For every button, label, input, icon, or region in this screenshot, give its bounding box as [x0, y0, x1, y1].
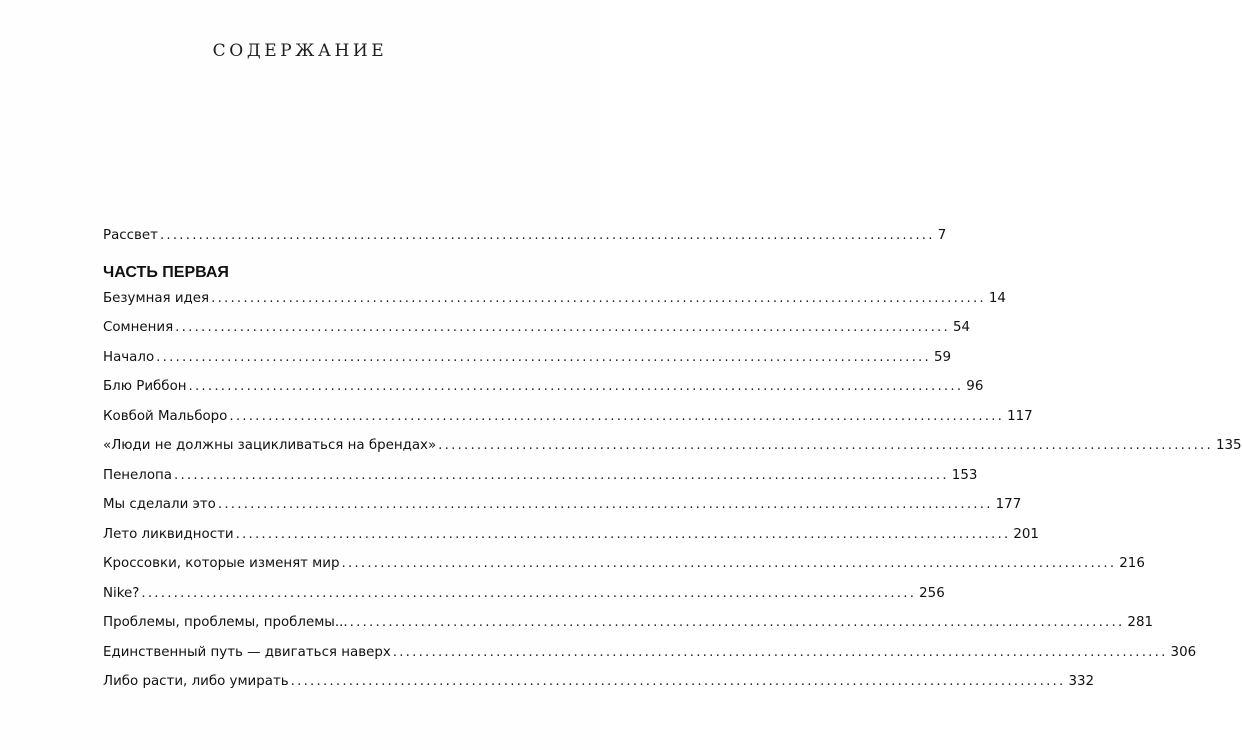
- toc-entry-label: «Люди не должны зацикливаться на брендах»: [103, 438, 437, 453]
- toc-entry: [103, 467, 978, 498]
- chapter-list: [103, 290, 1242, 704]
- toc-entry: [103, 379, 984, 409]
- leader-dots: ........................................................................................................................: [438, 438, 1213, 453]
- toc-entry-label: Лето ликвидности: [103, 526, 234, 542]
- toc-entry-page: 153: [951, 467, 978, 483]
- toc-entry-label: Рассвет: [103, 228, 158, 243]
- toc-entry-label: Безумная идея: [103, 290, 210, 306]
- toc-entry-page: 201: [1013, 526, 1039, 542]
- page-title: СОДЕРЖАНИЕ: [212, 41, 388, 61]
- toc-entry-label: Кроссовки, которые изменят мир: [103, 556, 340, 571]
- leader-dots: ........................................................................................................................: [156, 349, 931, 365]
- toc-entry-prologue: [103, 228, 947, 258]
- toc-entry: [103, 290, 1006, 321]
- toc-entry-page: 59: [933, 349, 951, 365]
- toc-entry: [103, 497, 1022, 527]
- toc-entry: [103, 556, 1145, 586]
- toc-entry-page: 216: [1119, 556, 1145, 571]
- toc-entry: [103, 674, 1095, 704]
- toc-entry: [103, 408, 1033, 439]
- toc-entry-label: Пенелопа: [103, 467, 173, 483]
- toc-entry-page: 281: [1127, 615, 1153, 630]
- toc-entry-page: 54: [952, 320, 970, 335]
- leader-dots: ........................................................................................................................: [159, 228, 935, 243]
- toc-entry-label: Начало: [103, 349, 155, 365]
- leader-dots: ........................................................................................................................: [235, 526, 1011, 542]
- toc-entry-page: 7: [937, 228, 947, 243]
- leader-dots: ........................................................................................................................: [217, 497, 993, 512]
- leader-dots: ........................................................................................................................: [290, 674, 1066, 689]
- toc-entry: [103, 526, 1039, 557]
- toc-entry-label: Проблемы, проблемы, проблемы...: [103, 615, 348, 630]
- toc-entry: [103, 438, 1242, 468]
- leader-dots: ........................................................................................................................: [141, 585, 917, 601]
- toc-entry-page: 256: [919, 585, 945, 601]
- leader-dots: ........................................................................................................................: [175, 320, 950, 335]
- toc-entry: [103, 615, 1153, 645]
- leader-dots: ........................................................................................................................: [349, 615, 1125, 630]
- leader-dots: ........................................................................................................................: [174, 467, 949, 483]
- toc-entry-label: Либо расти, либо умирать: [103, 674, 289, 689]
- toc-entry-label: Единственный путь — двигаться наверх: [103, 644, 391, 660]
- toc-entry-label: Nike?: [103, 585, 140, 601]
- leader-dots: ........................................................................................................................: [229, 408, 1005, 424]
- leader-dots: ........................................................................................................................: [188, 379, 964, 394]
- toc-entry-label: Мы сделали это: [103, 497, 216, 512]
- leader-dots: ........................................................................................................................: [392, 644, 1168, 660]
- toc-entry-page: 306: [1170, 644, 1197, 660]
- toc-entry: [103, 320, 970, 350]
- toc-entry: [103, 585, 945, 616]
- toc-entry-page: 177: [995, 497, 1022, 512]
- toc-entry-label: Сомнения: [103, 320, 174, 335]
- toc-entry-label: Ковбой Мальборо: [103, 408, 228, 424]
- toc-entry-page: 96: [966, 379, 984, 394]
- toc-entry-page: 117: [1007, 408, 1033, 424]
- part-heading: ЧАСТЬ ПЕРВАЯ: [103, 263, 229, 281]
- toc-entry-label: Блю Риббон: [103, 379, 187, 394]
- toc-entry-page: 135: [1215, 438, 1242, 453]
- leader-dots: ........................................................................................................................: [341, 556, 1117, 571]
- toc-entry-page: 332: [1068, 674, 1095, 689]
- table-of-contents: [103, 228, 1242, 704]
- leader-dots: ........................................................................................................................: [211, 290, 986, 306]
- toc-entry-page: 14: [988, 290, 1006, 306]
- toc-entry: [103, 644, 1197, 675]
- toc-entry: [103, 349, 951, 380]
